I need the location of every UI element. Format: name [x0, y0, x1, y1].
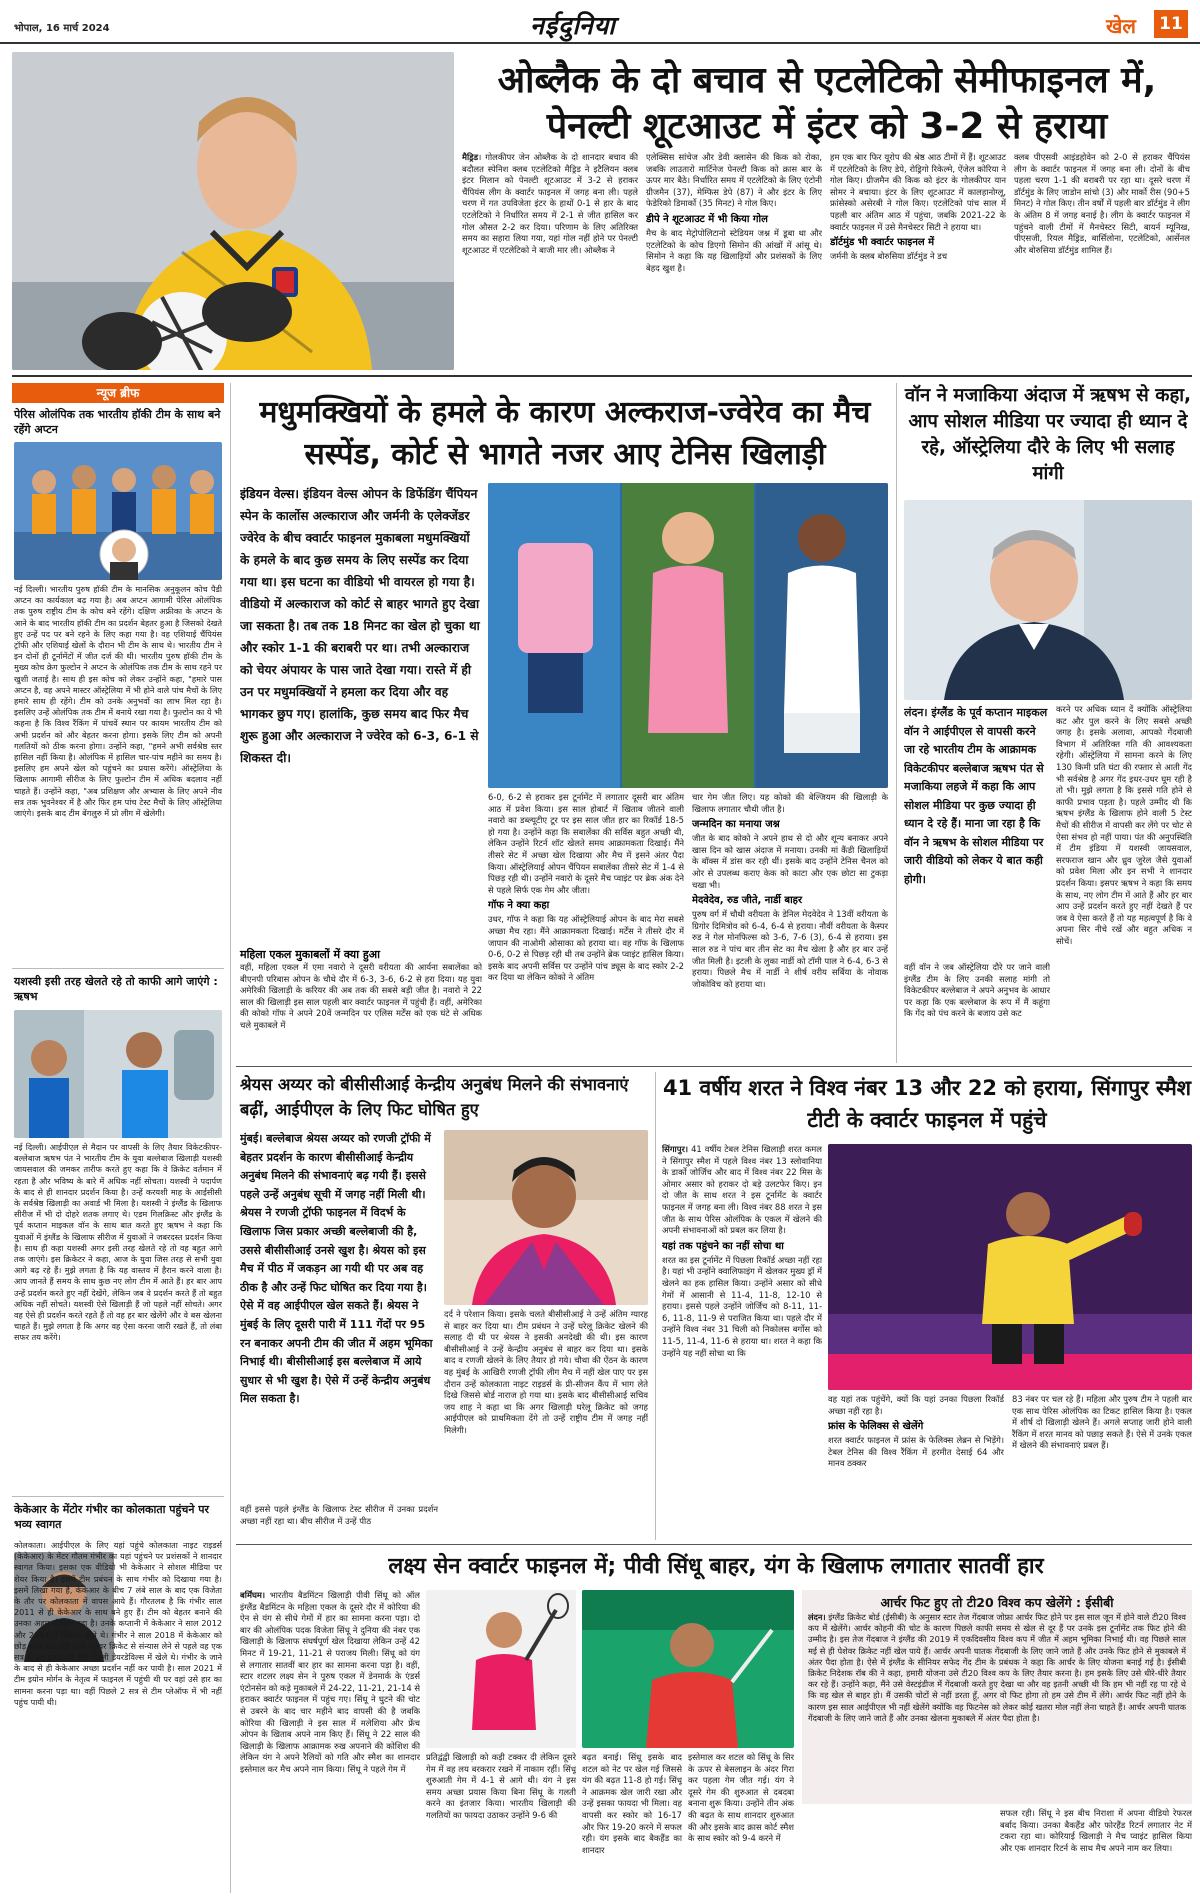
- shreyas-illustration: [444, 1130, 648, 1305]
- goalkeeper-photo: [12, 52, 454, 370]
- story3-lead-text: इंग्लैंड के पूर्व कप्तान माइकल वॉन ने आईपीएल से वापसी करने जा रहे भारतीय टीम के आक्रामक विकेटकीपर बल्लेबाज ऋषभ पंत से मजाकिया लहजे में कहा कि आप सोशल मीडिया पर कुछ ज्यादा ही ध्यान दे रहे हैं। माना जा रहा है कि वॉन ने ऋषभ के सोशल मीडिया पर जारी वीडियो को लेकर ये बात कही होगी।: [904, 706, 1048, 886]
- brief3-title: केकेआर के मेंटोर गंभीर का कोलकाता पहुंचने पर भव्य स्वागत: [14, 1503, 210, 1531]
- brief2-text: नई दिल्ली। आईपीएल से मैदान पर वापसी के लिए तैयार विकेटकीपर-बल्लेबाज ऋषभ पंत ने भारतीय टीम के युवा बल्लेबाज खिलाड़ी यशस्वी जायसवाल की जमकर तारीफ करते हुए कहा कि वे क्रिकेट वर्तमान में रहता है और भविष्य के बारे में अधिक नहीं सोचता। यशस्वी ने पदार्पण के बाद से ही शानदार प्रदर्शन किया है। उन्हें करयशी माह के आईसीसी के सर्वश्रेष्ठ खिलाड़ी का अवार्ड भी मिला है। यशस्वी ने इंग्लैंड के खिलाफ सीरीज में भी दो दोहरे शतक लगाए थे। एडम गिलक्रिस्ट और इंग्लैंड के पूर्व कप्तान माइकल वॉन के साथ बात करते हुए ऋषभ ने कहा कि युवाओं में इंग्लैंड के खिलाफ सीरीज में युवाओं ने जबरदस्त प्रदर्शन किया है। साथ ही कहा यशस्वी अगर इसी तरह खेलते रहे तो वह बहुत आगे तक जाएंगे। इस क्रिकेटर ने कहा, आज के युवा जिस तरह से सभी युवा आगे बढ़ रहे हैं। मुझे लगता है कि यह वास्तव में हैरान करने वाला है। आप जानते हैं समय के साथ कुछ नए लोग टीम में आते हैं। हर बार आप उन्हें प्रदर्शन करते हुए नहीं देखेंगे, लेकिन जब वे प्रदर्शन करते हैं तो बहुत अधिक नहीं सोचते। यशस्वी ऐसे खिलाड़ी हैं जो पहले नहीं सोचते। अगर वह ऐसे ही प्रदर्शन करते रहते हैं तो वह हर बार खेलेंगे और वे बस खेलना चाहते हैं। मुझे लगता है कि अगर वह ऐसा करना जारी रखते हैं, तो लंबा सफर तय करेंगे।: [14, 1142, 222, 1343]
- archer-box: [802, 1590, 1192, 1804]
- story1-col2: [646, 152, 822, 367]
- sharath-illustration: [828, 1144, 1192, 1390]
- brief1-text: नई दिल्ली। भारतीय पुरुष हॉकी टीम के मानसिक अनुकूलन कोच पैडी अप्टन का कार्यकाल बढ़ गया है। अब अप्टन आगामी पेरिस ओलंपिक तक पुरुष राष्ट्रीय टीम के कोच बने रहेंगे। दक्षिण अफ्रीका के अप्टन के आने के बाद भारतीय हॉकी टीम का प्रदर्शन बेहतर हुआ है जिसको देखते हुए उन्हें पद पर बने रहने के लिए कहा गया है। वह एशियाई चैंपियंस ट्रॉफी और एशियाई खेलों के दौरान भी टीम के साथ थे। भारतीय टीम ने इन दोनों ही टूर्नामेंटों में जीत दर्ज की थी। भारतीय पुरुष हॉकी टीम के मुख्य कोच क्रेग फुल्टोन ने अप्टन के ओलंपिक तक टीम के साथ रहने पर खुशी जताई है। साथ ही इस कोच को लेकर उन्होंने कहा, "हमारे पास अप्टन है, वह अपने मास्टर ऑस्ट्रेलिया में भी होने वाले पांच मैचों के लिए हमारे साथ ही रहेंगे। टीम को उनके अनुभवों का लाभ मिल रहा है। इसलिए उन्हें ओलंपिक तक टीम में बनाये रखा गया है। फुल्टोन का ये भी कहना है कि विश्व रैंकिंग में पांचवें स्थान पर कायम भारतीय टीम को अभी प्रदर्शन को और बेहतर करना होगा। इसके लिए टीम को अपनी गलतियों को ठीक करना होगा। उन्होंने कहा, "हमने अभी सर्वश्रेष्ठ स्तर हासिल नहीं किया है। ओलंपिक में हासिल चार-पांच महीने का समय है। इसलिए हम अपने खेल को पहुंचने का प्रयास करेंगे। ऑस्ट्रेलिया के खिलाफ आगामी सीरीज के लिए फुल्टोन टीम में अधिक बदलाव नहीं चाहते हैं। उन्होंने कहा, "अब प्रशिक्षण और अभ्यास के लिए अपने नीव सत्र तक भुवनेश्वर में है और फिर हम पांच टेस्ट मैचों के लिए ऑस्ट्रेलिया जाएंगे। इसके बाद टीम बेंगलुरु में प्रो लीग में खेलेगी।: [14, 584, 222, 819]
- story6-col-e-left: [802, 1808, 994, 1892]
- page-number: 11: [1154, 10, 1188, 38]
- masthead: [0, 0, 1200, 44]
- story1-headline: ओब्लैक के दो बचाव से एटलेटिको सेमीफाइनल में, पेनल्टी शूटआउट में इंटर को 3-2 से हराया: [497, 60, 1157, 147]
- story1-dateline: मैड्रिड: [462, 152, 479, 162]
- lakshya-illustration: [582, 1590, 794, 1748]
- story5-text-col-b: वह यहां तक पहुंचेंगे, क्यों कि यहां उनका पिछला रिकॉर्ड अच्छा नहीं रहा है।: [828, 1394, 1004, 1416]
- story2-headline: मधुमक्खियों के हमले के कारण अल्कराज-ज्वेरेव का मैच सस्पेंड, कोर्ट से भागते नजर आए टेनिस खिलाड़ी: [259, 395, 871, 472]
- story6-col-b: प्रतिद्वंद्वी खिलाड़ी को कड़ी टक्कर दी लेकिन दूसरे गेम में वह लय बरकरार रखने में नाकाम रहीं। सिंधू शुरुआती गेम में 4-1 से आगे थी। यंग ने इस समय अच्छा प्रयास किया बिना सिंधू के गलती करने का इंतजार किया। भारतीय खिलाड़ी की गलतियों का फायदा उठाकर उन्होंने 9-6 की: [426, 1752, 576, 1820]
- story2-subhead-c1: जन्मदिन का मनाया जश्न: [692, 819, 780, 831]
- story6-text-col-a: भारतीय बैडमिंटन खिलाड़ी पीवी सिंधू को ऑल इंग्लैंड बैडमिंटन के महिला एकल के दूसरे दौर में कोरिया की ऐन से यंग से सीधे गेमों में हार का सामना करना पड़ा। दो बार की ओलंपिक पदक विजेता सिंधू ने दुनिया की नंबर एक खिलाड़ी के खिलाफ संघर्षपूर्ण खेल दिखाया लेकिन उन्हें 42 मिनट में 19-21, 11-21 से पराजय मिली। सिंधू को यंग से लगातार सातवीं बार हार का सामना करना पड़ा है। वहीं, स्टार शटलर लक्ष्य सेन ने पुरुष एकल में डेनमार्क के एंडर्स एंटोनसेन को कड़े मुकाबले में 24-22, 11-21, 21-14 से हराकर क्वार्टर फाइनल में पहुंच गए। सिंधू ने घुटने की चोट से उबरने के बाद चार महीने बाद वापसी की है जबकि कोरिया की खिलाड़ी ने इस साल में मलेशिया और फ्रेंच ओपन के खिताब अपने नाम किए हैं। सिंधू ने 22 साल की खिलाड़ी के खिलाफ आक्रामक रुख अपनाने की कोशिश की लेकिन यंग ने अपने रैलियों को गति और स्मैश का शानदार इस्तेमाल कर मैच अपने नाम किया। सिंधू ने पहले गेम में: [240, 1590, 420, 1774]
- story1-text-col3: हम एक बार फिर यूरोप की श्रेष्ठ आठ टीमों में हैं। शूटआउट में एटलेटिको के लिए डेपे, रोड्रिगो रिकेल्मे, ऐंजेल कोरिया ने गोल किए। ग्रीजमैन की किक को इंटर के गोलकीपर यान सोमर ने बचाया। इंटर के लिए शूटआउट में कालहानोग्लू, फ्रांसेस्को असेरबी ने गोल किए। एटलेटिको पांच साल में पहली बार अंतिम आठ में पहुंचा, जबकि 2021-22 के क्वार्टर फाइनल में उसे मैनचेस्टर सिटी ने हराया था।: [830, 152, 1006, 232]
- story1-text-col4: क्लब पीएसवी आइंडहोवेन को 2-0 से हराकर चैंपियंस लीग के क्वार्टर फाइनल में जगह बना ली। दोनों के बीच पहला चरण 1-1 की बराबरी पर रहा था। दूसरे चरण में डॉर्टमुंड के लिए जाडोन सांचो (3) और मार्को रीस (90+5 मिनट) ने गोल किए। तीन वर्षों में पहली बार डॉर्टमुंड ने लीग के अंतिम 8 में जगह बनाई है। लीग के क्वार्टर फाइनल में पहुंचने वाली टीमों में मैनचेस्टर सिटी, बायर्न म्यूनिख, पीएसजी, रियल मैड्रिड, बार्सिलोना, एटलेटिको, आर्सेनल और बोरुसिया डॉर्टमुंड शामिल हैं।: [1014, 152, 1190, 255]
- divider: [896, 383, 897, 1063]
- story2-text-col-b2: उधर, गॉफ ने कहा कि यह ऑस्ट्रेलियाई ओपन के बाद मेरा सबसे अच्छा मैच रहा। मैंने आक्रामकता दिखाई। मर्टेंस ने तीसरे दौर में जापान की नाओमी ओसाका को हराया था। वह गॉफ के खिलाफ 0-6, 0-2 से पिछड़ रही थी तब उन्होंने ब्रेक प्वाइंट हासिल किया। इसके बाद अपनी सर्विस पर उन्होंने पांच ड्यूस के बाद स्कोर 2-2 कर दिया था लेकिन कोको ने अंतिम: [488, 914, 684, 983]
- brief3-text: कोलकाता। आईपीएल के लिए यहां पहुंचे कोलकाता नाइट राइडर्स (केकेआर) के मेंटर गौतम गंभीर का यहां पहुंचने पर प्रशंसकों ने शानदार स्वागत किया। इसका एक वीडियो भी केकेआर ने सोशल मीडिया पर शेयर किया है। इसमें टीम प्रबंधन के साथ गंभीर को दिखाया गया है। इसमें लिखा गया है, केकेआर के बीच 7 लंबे साल के बाद एक विजेता के तौर पर कोलकाता में वापस आये हैं। गौरतलब है कि गंभीर साल 2011 से ही केकेआर के साथ बने हुए हैं। टीम को बेहतर बनाने की उनका अहम योगदान रहा है। उनके कप्तानी में केकेआर ने साल 2012 और 2014 में खिताब जीते थे। गंभीर ने साल 2018 में केकेआर को छोड़ दिया था। उसी साल पेशेवर क्रिकेट से संन्यास लेने से पहले वह एक सत्र में उस समय की टीम दिल्ली डेयरडेविल्स में खेले थे। गंभीर के जाने के बाद से ही केकेआर अच्छा प्रदर्शन नहीं कर पायी है। साल 2021 में टीम इयोन मोर्गन के नेतृत्व में फाइनल में पहुंची थी पर वहां उसे हार का सामना करना पड़ा था। वहीं पिछले 2 सत्र से टीम प्लेऑफ में भी नहीं पहुंच पायी थी।: [14, 1540, 222, 1707]
- tennis-players-photo: [488, 483, 888, 788]
- story5-text-col-a2: शरत का इस टूर्नामेंट में पिछला रिकॉर्ड अच्छा नहीं रहा है। यहां भी उन्होंने क्वालिफाइंग में खेलकर मुख्य ड्रॉ में खेलने का हक हासिल किया। उन्होंने असार को सीधे गेमों में आसानी से 11-4, 11-8, 12-10 से हराया। इससे पहले उन्होंने जोर्जिच को 8-11, 11-6, 11-8, 11-9 से पराजित किया था। पहले दौर में उन्होंने विश्व नंबर 31 चिली को निकोलस बर्गोस को 11-5, 11-4, 11-6 से हराया था। शरत ने कहा कि उन्होंने यह नहीं सोचा था कि: [662, 1254, 822, 1358]
- story5-text-col-b2: शरत क्वार्टर फाइनल में फ्रांस के फेलिक्स लेब्रन से भिड़ेंगे। टेबल टेनिस की विश्व रैंकिंग में हरमीत देसाई 64 और मानव ठक्कर: [828, 1435, 1004, 1469]
- story1-col1: मैड्रिड। गोलकीपर जेन ओब्लैक के दो शानदार बचाव की बदौलत स्पेनिश क्लब एटलेटिको मैड्रिड ने इटैलियन क्लब इंटर मिलान को पेनल्टी शूटआउट में 3-2 से हराकर चैंपियंस लीग के क्वार्टर फाइनल में जगह बना ली। पहले चरण में गत उपविजेता इंटर के हाथों 0-1 से हार के बाद एटलेटिको ने निर्धारित समय में 2-1 से जीत हासिल कर गोल औसत 2-2 कर दिया। परिणाम के लिए अतिरिक्त समय का सहारा लिया गया, यहां गोल नहीं होने पर पेनल्टी शूटआउट में एटलेटिको ने बाजी मार ली। ओब्लैक ने: [462, 152, 638, 255]
- story1-col3: [830, 152, 1006, 367]
- story5-col-b: [828, 1394, 1004, 1540]
- story2-lead: [240, 483, 482, 943]
- news-brief-label-text: न्यूज ब्रीफ: [96, 386, 140, 400]
- story1-col4: [1014, 152, 1190, 367]
- story1-text-col2: एलेक्सिस सांचेज और डेवी क्लासेन की किक को रोका, जबकि लाउतारो मार्टिनेज पेनल्टी किक को क्रास बार के ऊपर मार बैठे। निर्धारित समय में एटलेटिको के लिए एंटोनी ग्रीजमैन (37), मेम्फिस डेपे (87) ने और इंटर के लिए फेडेरिको डिमार्को (35 मिनट) ने गोल किए।: [646, 152, 822, 209]
- divider: [12, 375, 1192, 377]
- story2-text-col-b: 6-0, 6-2 से हराकर इस टूर्नामेंट में लगातार दूसरी बार अंतिम आठ में प्रवेश किया। इस साल होबार्ट में खिताब जीतने वाली नवारो का डब्ल्यूटीए टूर पर इस साल जीत हार का रिकॉर्ड 18-5 हो गया है। उन्होंने कहा कि सबालेंका की सर्विस बहुत अच्छी थी, लेकिन उन्होंने रिटर्न शॉट खेलते समय आक्रामकता दिखाई। मैंने तीसरे सेट में अच्छा खेल दिखाया और मैच में इसने अंतर पैदा किया। ऑस्ट्रेलियाई ओपन चैंपियन सबालेंका तीसरे सेट में 1-4 से पिछड़ रही थी। उन्होंने नवारो के दूसरे मैच प्वाइंट पर ब्रेक अंक देने से पहले सिर्फ एक गेम और जीता।: [488, 792, 684, 895]
- story1-text-col3b: जर्मनी के क्लब बोरुसिया डॉर्टमुंड ने डच: [830, 251, 948, 262]
- story7-headline: आर्चर फिट हुए तो टी20 विश्व कप खेलेंगे : ईसीबी: [880, 1595, 1114, 1610]
- story6-col-c: बढ़त बनाई। सिंधू इसके बाद शटल को नेट पर खेल गई जिससे यंग की बढ़त 11-8 हो गई। सिंधू ने आक्रमक खेल जारी रखा और उन्हें इसका फायदा भी मिला। वह वापसी कर स्कोर को 16-17 और फिर 19-20 करने में सफल रही। यंग इसके बाद बैकहैंड का शानदार: [582, 1752, 682, 1855]
- hockey-team-illustration: [14, 442, 222, 580]
- shreyas-photo: [444, 1130, 648, 1305]
- story2-lead-text: इंडियन वेल्स ओपन के डिफेंडिंग चैंपियन स्पेन के कार्लोस अल्काराज और जर्मनी के एलेक्जेंडर ज्वेरेव के बीच क्वार्टर फाइनल मुकाबला मधुमक्खियों के हमले के बाद कुछ समय के लिए सस्पेंड कर दिया गया था। इस घटना का वीडियो भी वायरल हो गया है। वीडियो में अल्काराज को कोर्ट से बाहर भागते हुए देखा जा सकता है। तब तक 18 मिनट का खेल हो चुका था और स्कोर 1-1 की बराबरी पर था। तभी अल्काराज को चेयर अंपायर के पास जाते देखा गया। रास्ते में ही उन पर मधुमक्खियों ने हमला कर दिया और वह भागकर छुप गए। हालांकि, कुछ समय बाद फिर मैच शुरू हुआ और अल्काराज ने ज्वेरेव को 6-3, 6-1 से शिकस्त दी।: [240, 487, 480, 765]
- story4-col-a: वहीं इससे पहले इंग्लैंड के खिलाफ टेस्ट सीरीज में उनका प्रदर्शन अच्छा नहीं रहा था। बीच सीरीज में उन्हें पीठ: [240, 1504, 438, 1526]
- story2-text-col-c: चार गेम जीत लिए। यह कोको की बेल्जियम की खिलाड़ी के खिलाफ लगातार चौथी जीत है।: [692, 792, 888, 814]
- divider: [236, 1066, 1192, 1067]
- story5-col-a: [662, 1144, 822, 1540]
- story2-subhead-b: गॉफ ने क्या कहा: [488, 900, 550, 912]
- story1-text-col2b: मैच के बाद मेट्रोपोलिटानो स्टेडियम जश्न में डूबा था और एटलेटिको के कोच डिएगो सिमोन की आंखों में आंसू थे। सिमोन ने कहा कि यह खिलाड़ियों और प्रशंसकों के लिए बेहद खुश है।: [646, 227, 822, 273]
- story7-dateline: लंदन।: [808, 1612, 826, 1622]
- cricketers-illustration: [14, 1010, 222, 1138]
- story2-col-c: [692, 792, 888, 1060]
- sharath-photo: [828, 1144, 1192, 1390]
- story3-col-a: वहीं वॉन ने जब ऑस्ट्रेलिया दौरे पर जाने वाली इंग्लैंड टीम के लिए उनकी सलाह मांगी तो विकेटकीपर बल्लेबाज ने अपने अनुभव के आधार पर कहा कि एक बल्लेबाज के रूप में मैं कहूंगा कि गेंद को पंच करने के बजाय उसे कट: [904, 962, 1050, 1019]
- story4-dateline: मुंबई।: [240, 1132, 263, 1145]
- news-brief-label: [12, 383, 224, 403]
- section-label: खेल: [1106, 14, 1136, 38]
- story2-text-col-c1: जीत के बाद कोको ने अपने हाथ से दो और शून्य बनाकर अपने खास दिन को खास अंदाज में मनाया। उनकी मां कैंडी खिलाड़ियों के बॉक्स में डांस कर रही थीं। इसके बाद उन्होंने टेनिस चैनल को ओर से उपलब्ध कराए केक को काटा और एक छोटा सा टुकड़ा चखा भी।: [692, 833, 888, 890]
- story1-text-col1: गोलकीपर जेन ओब्लैक के दो शानदार बचाव की बदौलत स्पेनिश क्लब एटलेटिको मैड्रिड ने इटैलियन क्लब इंटर मिलान को पेनल्टी शूटआउट में 3-2 से हराकर चैंपियंस लीग के क्वार्टर फाइनल में जगह बना ली। पहले चरण में गत उपविजेता इंटर के हाथों 0-1 से हार के बाद एटलेटिको ने निर्धारित समय में 2-1 से जीत हासिल कर गोल औसत 2-2 कर दिया। परिणाम के लिए अतिरिक्त समय का सहारा लिया गया, यहां गोल नहीं होने पर पेनल्टी शूटआउट में एटलेटिको ने बाजी मार ली। ओब्लैक ने: [462, 152, 638, 255]
- story5-headline: 41 वर्षीय शरत ने विश्व नंबर 13 और 22 को हराया, सिंगापुर स्मैश टीटी के क्वार्टर फाइनल में पहुंचे: [662, 1076, 1192, 1132]
- divider: [12, 1496, 224, 1497]
- story4-col-b: दर्द ने परेशान किया। इसके चलते बीसीसीआई ने उन्हें अंतिम ग्यारह से बाहर कर दिया था। टीम प्रबंधन ने उन्हें घरेलू क्रिकेट खेलने की सलाह दी थी पर श्रेयस ने इसकी अनदेखी की थी। इस कारण बीसीसीआई ने उन्हें केन्द्रीय अनुबंध से बाहर कर दिया था। इसके बाद व रणजी खेलने के लिए तैयार हो गये। चौथा की ऐंठन के कारण वह मुंबई के आखिरी रणजी ट्रॉफी लीग मैच में नहीं खेल पाए पर इस दौरान उन्हें कोलकाता नाइट राइडर्स के प्री-सीजन कैंप में भाग लेते दिखे जिससे बोर्ड नाराज हो गया था। इसके बाद बीसीसीआई सचिव जय शाह ने कहा था कि अगर खिलाड़ी घरेलू क्रिकेट को जगह आईपीएल को प्राथमिकता देंगे तो उन्हें राष्ट्रीय टीम में जगह नहीं मिलेगी।: [444, 1309, 648, 1435]
- story4-headline: श्रेयस अय्यर को बीसीसीआई केन्द्रीय अनुबंध मिलने की संभावनाएं बढ़ीं, आईपीएल के लिए फिट घोषित हुए: [240, 1075, 629, 1119]
- story4-lead: [240, 1130, 438, 1502]
- issue-date: भोपाल, 16 मार्च 2024: [14, 23, 110, 34]
- story6-headline: लक्ष्य सेन क्वार्टर फाइनल में; पीवी सिंधू बाहर, यंग के खिलाफ लगातार सातवीं हार: [388, 1554, 1044, 1579]
- story5-dateline: सिंगापुर।: [662, 1144, 689, 1154]
- story6-col-d: इस्तेमाल कर शटल को सिंधू के सिर के ऊपर से बेसलाइन के अंदर गिरा कर पहला गेम जीत गई। यंग ने दूसरे गेम की शुरुआत से दबदबा बनाना शुरू किया। उन्होंने तीन अंक की बढ़त के साथ शानदार शुरुआत की और इसके बाद क्रास कोर्ट स्मैश के साथ स्कोर को 9-4 करने में: [688, 1752, 794, 1844]
- story3-col-b: करने पर अधिक ध्यान दें क्योंकि ऑस्ट्रेलिया कट और पुल करने के लिए सबसे अच्छी जगह है। इसके अलावा, आपको गेंदबाजी विभाग में अतिरिक्त गति की आवश्यकता रहेगी। ऑस्ट्रेलिया में सामना करने के लिए 130 किमी प्रति घंटा की रफ्तार से आती गेंद भी सर्वश्रेष्ठ है अगर गेंद इधर-उधर घूम रही है तो भी। मुझे लगता है कि इससे गति होने से काफी प्रभाव पड़ता है। पहले उम्मीद थी कि ऋषभ इंग्लैंड के खिलाफ होने वाली 5 टेस्ट मैचों की सीरीज में वापसी कर लेंगे पर चोट से ऐसा संभव हो नहीं पाया। पंत की अनुपस्थिति में टीम इंडिया में यशस्वी जायसवाल, सरफराज खान और ध्रुव जुरेल जैसे युवाओं को प्रवेश मिला और इन सभी ने शानदार प्रदर्शन किया। इसपर ऋषभ ने कहा कि समय के साथ, नए लोग टीम में आते हैं और हर बार आप उन्हें प्रदर्शन करते हुए नहीं देखते हैं पर जब वे ऐसा करते हैं तो यह महत्वपूर्ण है कि वे अपना सिर नीचे रखें और बहुत अधिक न सोचें।: [1056, 704, 1192, 946]
- sindhu-photo: [426, 1590, 576, 1748]
- story4-lead-text: बल्लेबाज श्रेयस अय्यर को रणजी ट्रॉफी में बेहतर प्रदर्शन के कारण बीसीसीआई केन्द्रीय अनुबंध मिलने की संभावनाएं बढ़ गयी हैं। इससे पहले उन्हें अनुबंध सूची में जगह नहीं मिली थी। श्रेयस ने रणजी ट्रॉफी फाइनल में विदर्भ के खिलाफ जिस प्रकार अच्छी बल्लेबाजी की है, उससे बीसीसीआई उनसे खुश है। श्रेयस को इस मैच में पीठ में जकड़न आ गयी थी पर अब वह ठीक है और उन्हें फिट घोषित कर दिया गया है। ऐसे में वह आईपीएल खेल सकते हैं। श्रेयस ने मुंबई के लिए दूसरी पारी में 111 गेंदों पर 95 रन बनाकर अपनी टीम की जीत में अहम भूमिका निभाई थी। बीसीसीआई इस बल्लेबाज में आये सुधार से भी खुश है। ऐसे में उन्हें केन्द्रीय अनुबंध मिल सकता है।: [240, 1132, 433, 1406]
- rishabh-photo: [14, 1010, 222, 1138]
- story2-col-a: वहीं, महिला एकल में एमा नवारो ने दूसरी वरीयता की आर्यना सबालेंका को बीएनपी परिबास ओपन के चौथे दौर में 6-3, 3-6, 6-2 से हरा दिया। यह युवा अमेरिकी खिलाड़ी के करियर की अब तक की सबसे बड़ी जीत है। नवारो ने 22 साल की खिलाड़ी इस साल पहली बार क्वार्टर फाइनल में पहुंची हैं। वहीं, अमेरिका की कोको गॉफ ने अपने 20वें जन्मदिन पर एलिस मर्टेंस को एक घंटे से अधिक चले मुकाबले में: [240, 962, 482, 1030]
- lakshya-photo: [582, 1590, 794, 1748]
- story3-dateline: लंदन।: [904, 706, 928, 719]
- divider: [236, 1544, 1192, 1545]
- brief2-title: यशस्वी इसी तरह खेलते रहे तो काफी आगे जाएंगे : ऋषभ: [14, 975, 218, 1003]
- story2-text-col-c2: पुरुष वर्ग में चौथी वरीयता के डेनिल मेदवेदेव ने 13वीं वरीयता के ग्रिगोर दिमित्रोव को 6-4, 6-4 से हराया। नौवीं वरीयता के कैस्पर रुड ने गेल मोनफिल्स को 3-6, 7-6 (3), 6-4 से हराया। इस साल रुड ने पांच बार तीन सेट का मैच खेला है और हर बार उन्हें जीत मिली है। इटली के लुका नार्डी को टॉमी पाल ने 6-4, 6-3 से हराया। पिछले मैच में नार्डी ने शीर्ष वरीय सर्बिया के नोवाक जोकोविच को हराया था।: [692, 909, 888, 989]
- divider: [655, 1072, 656, 1540]
- story5-subhead-a: यहां तक पहुंचने का नहीं सोचा था: [662, 1240, 784, 1252]
- vaughan-illustration: [904, 500, 1192, 700]
- story2-subhead1: महिला एकल मुकाबलों में क्या हुआ: [240, 948, 380, 961]
- story6-col-e: सफल रही। सिंधू ने इस बीच निराशा में अपना वीडियो रेफरल बर्बाद किया। उनका बैकहैंड और फोरहैंड रिटर्न लगातार नेट में टकरा रहा था। कोरियाई खिलाड़ी ने मैच प्वाइंट हासिल किया और एक शानदार रिटर्न के साथ मैच अपने नाम कर लिया।: [1000, 1808, 1192, 1853]
- story3-headline: वॉन ने मजाकिया अंदाज में ऋषभ से कहा, आप सोशल मीडिया पर ज्यादा ही ध्यान दे रहे, ऑस्ट्रेलिया दौरे के लिए भी सलाह मांगी: [904, 385, 1192, 484]
- story1-subhead3: डॉर्टमुंड भी क्वार्टर फाइनल में: [830, 237, 935, 249]
- divider: [230, 383, 231, 1893]
- goalkeeper-illustration: [12, 52, 454, 370]
- story2-subhead-c2: मेदवेदेव, रुड जीते, नार्डी बाहर: [692, 895, 803, 907]
- brief1-title: पेरिस ओलंपिक तक भारतीय हॉकी टीम के साथ बने रहेंगे अप्टन: [14, 408, 221, 436]
- story5-col-c: 83 नंबर पर चल रहे हैं। महिला और पुरुष टीम ने पहली बार एक साथ पेरिस ओलंपिक का टिकट हासिल किया है। एकल में शीर्ष दो खिलाड़ी खेलने हैं। अगले सप्ताह जारी होने वाली रैंकिंग में शरत मानव को पछाड़ सकते हैं। ऐसे में उनके एकल में खेलने की संभावनाएं प्रबल हैं।: [1012, 1394, 1192, 1451]
- story6-dateline: बर्मिंघम।: [240, 1590, 266, 1600]
- story2-col-b: [488, 792, 684, 1060]
- story5-subhead-b: फ्रांस के फेलिक्स से खेलेंगे: [828, 1421, 924, 1433]
- vaughan-photo: [904, 500, 1192, 700]
- story3-lead: [904, 704, 1050, 960]
- story7-body: [808, 1612, 1186, 1798]
- divider: [12, 968, 224, 969]
- story7-text: इंग्लैंड क्रिकेट बोर्ड (ईसीबी) के अनुसार स्टार तेज गेंदबाज जोफ्रा आर्चर फिट होने पर इस साल जून में होने वाले टी20 विश्व कप में खेलेंगे। आर्चर कोहनी की चोट के कारण पिछले काफी समय से खेल से दूर हैं पर उनके इस टूर्नामेंट तक फिट होने की उम्मीद है। इस तेज गेंदबाज ने इंग्लैंड की 2019 में एकदिवसीय विश्व कप में जीत में अहम भूमिका निभाई थी। वह पिछले साल मई से ही पेशेवर क्रिकेट नहीं खेल पाये हैं। आर्चर अपनी घातक गेंदबाजी के लिए जाने जाते हैं और उनके फिट होने से मुकाबले में अंतर पैदा होता है। ऐसे में इंग्लैंड के सीनियर सफेद गेंद टीम के प्रबंधक ने कहा कि आर्चर के लिए योजना बनाई गई है। ईसीबी क्रिकेट निदेशक रॉब की ने कहा, हमारी योजना उसे टी20 विश्व कप के लिए तैयार करना है। हम इसके लिए उसे धीरे-धीरे तैयार कर रहे हैं। उन्होंने कहा, मैंने उसे वेस्टइंडीज में गेंदबाजी करते हुए देखा था और वह इतनी अच्छी थी कि हम भी नहीं रह पा रहे थे कि वह खेल से बाहर हो। मैं उसकी चोटों से नहीं डरता हूँ, अगर वो फिट होगा तो हम उसे टीम में लेंगे। आर्चर फिट नहीं होने के कारण इस साल आईपीएल भी नहीं खेलेंगे क्योंकि वह फिटनेस को लेकर कोई खतरा मोल नहीं लेना चाहते हैं। आर्चर अपनी घातक गेंदबाजी के लिए जाने जाते हैं और उनका खेलना मुकाबले में अंतर पैदा होता है।: [808, 1612, 1186, 1723]
- story1-subhead2: डीपे ने शूटआउट में भी किया गोल: [646, 213, 768, 225]
- hockey-team-photo: [14, 442, 222, 580]
- sindhu-illustration: [426, 1590, 576, 1748]
- story6-col-a: [240, 1590, 420, 1892]
- story5-text-col-a: 41 वर्षीय टेबल टेनिस खिलाड़ी शरत कमल ने सिंगापुर स्मैश में पहले विश्व नंबर 13 स्लोवानिया के डार्को जोर्जिच और बाद में विश्व नंबर 22 मिस के ओमार असार को हराकर दो बड़े उलटफेर किए। इन दो जीत के साथ शरत ने इस टूर्नामेंट के क्वार्टर फाइनल में जगह बना ली। विश्व नंबर 88 शरत ने इस जीत के साथ पेरिस ओलंपिक के एकल में खेलने की अपनी संभावनाओं को प्रबल कर लिया है।: [662, 1144, 822, 1236]
- story2-dateline: इंडियन वेल्स।: [240, 487, 300, 501]
- tennis-players-illustration: [488, 483, 888, 788]
- newspaper-logo: नईदुनिया: [530, 11, 616, 40]
